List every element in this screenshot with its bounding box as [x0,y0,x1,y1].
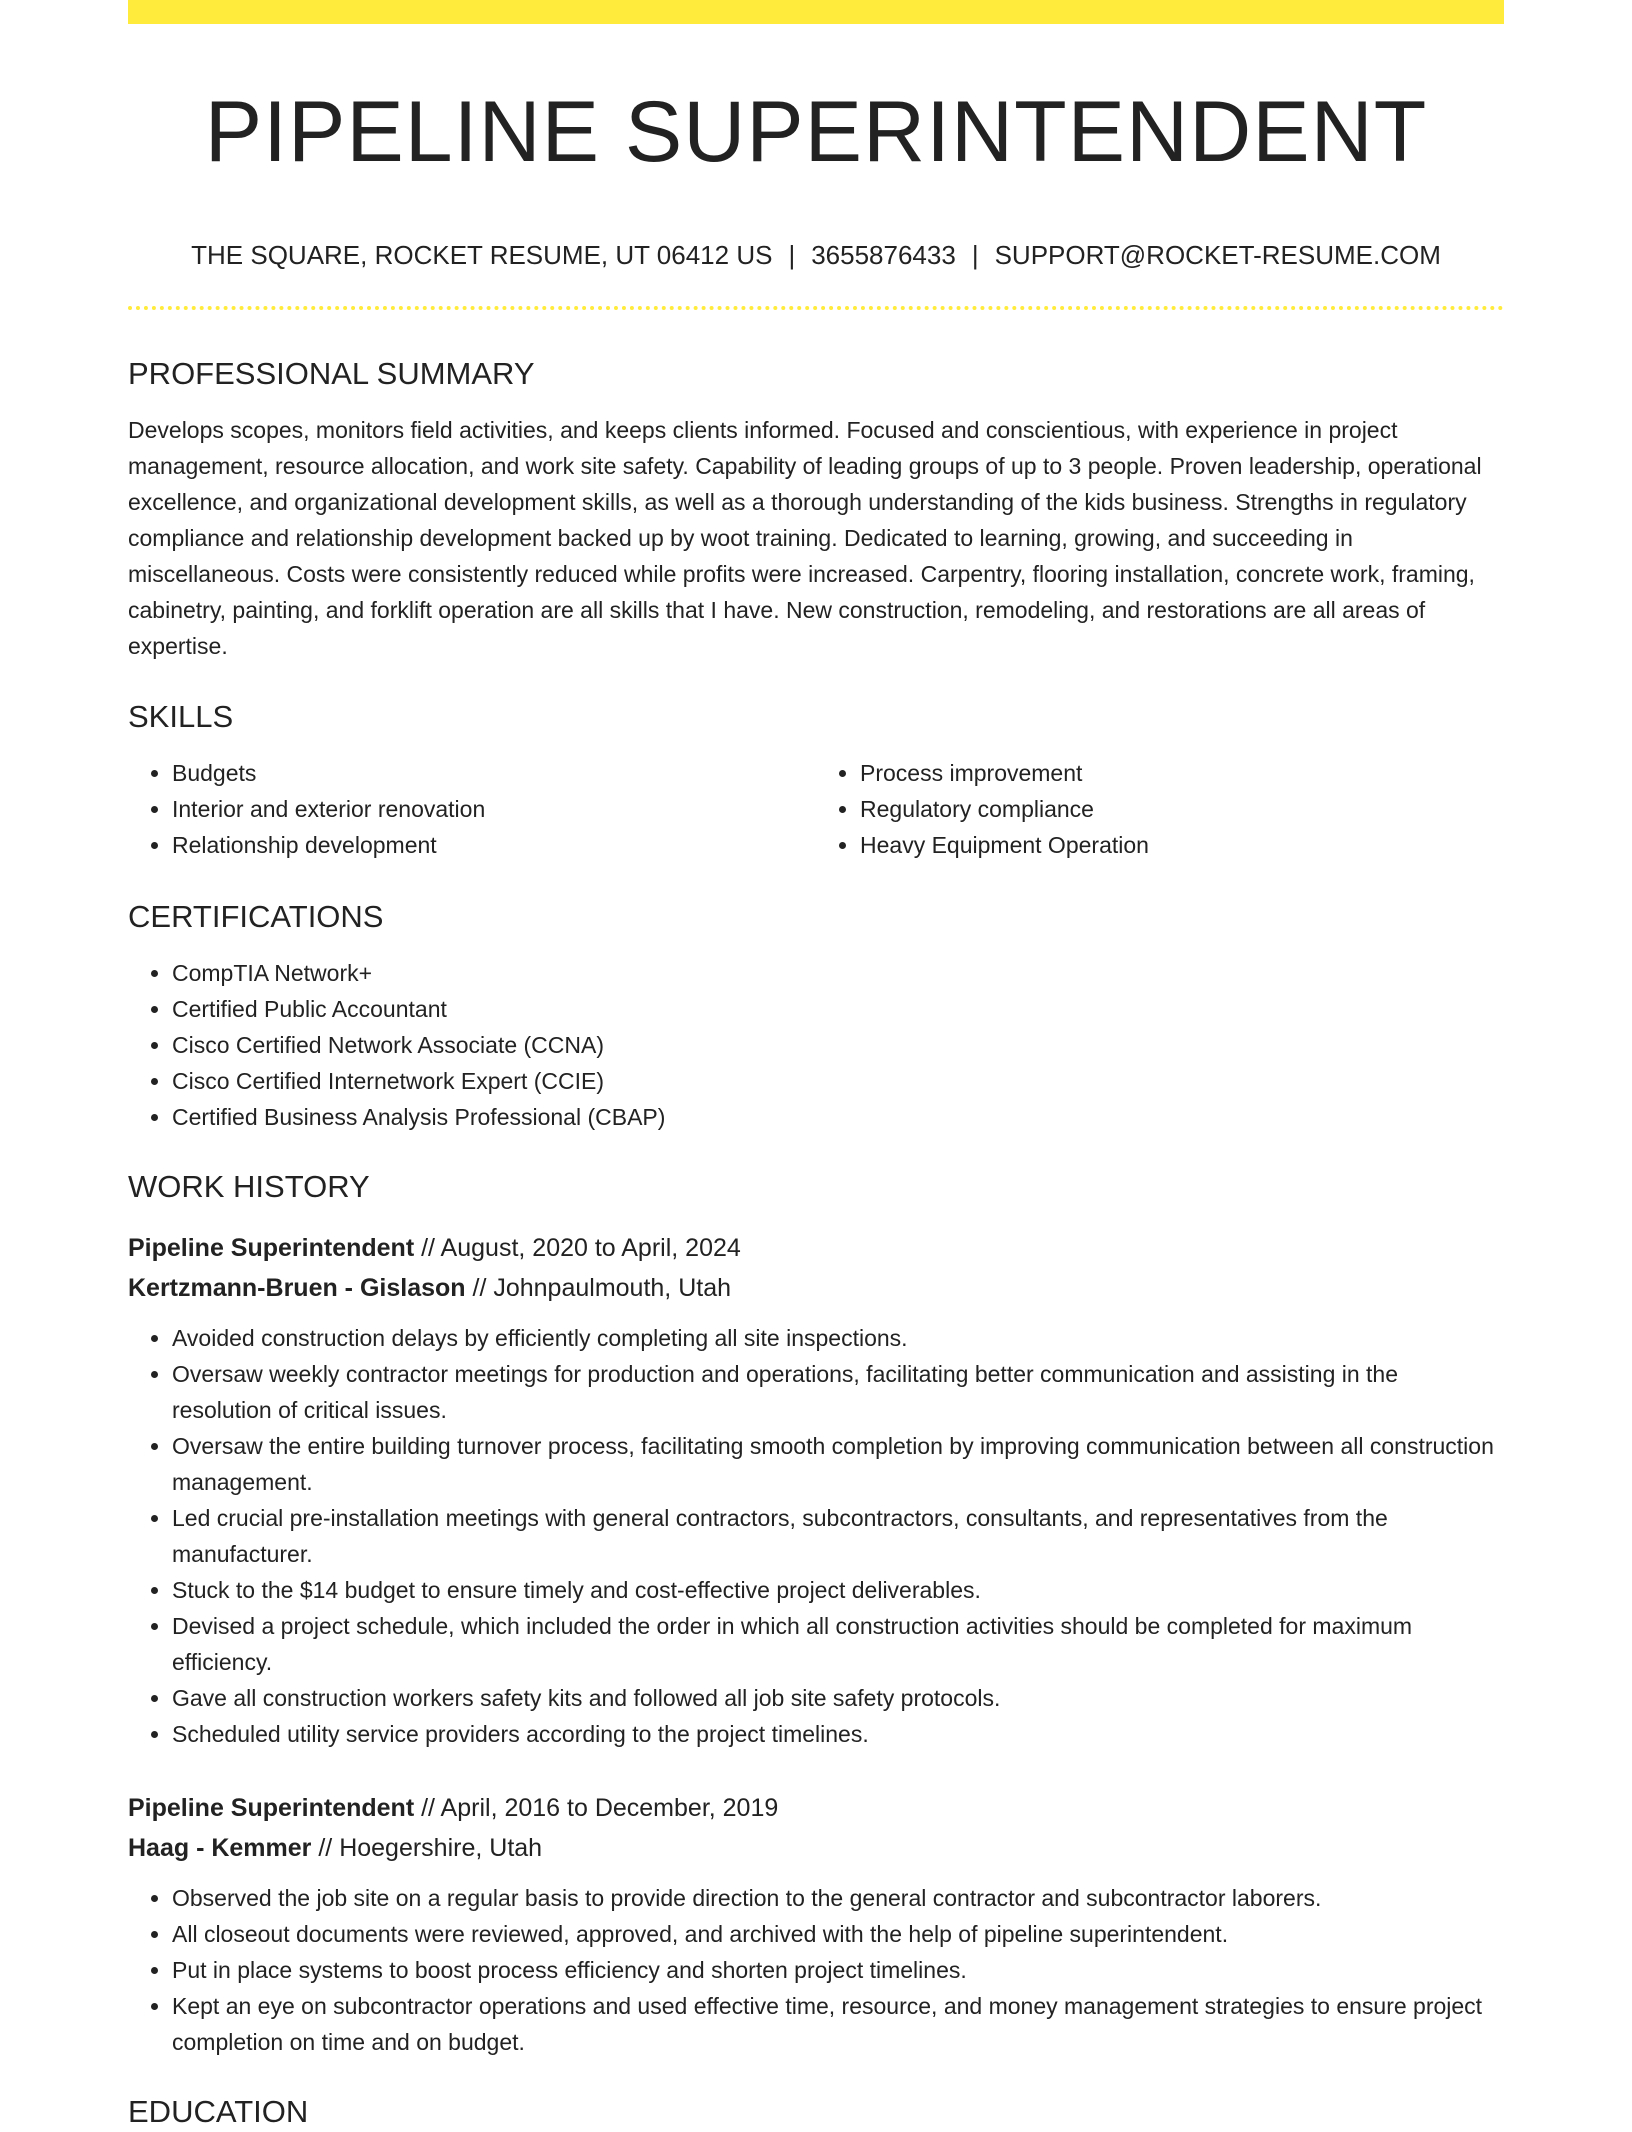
education-section [128,2092,1504,2132]
job-company-line [128,1268,1504,1308]
certification-item: • CompTIA Network+ [172,955,1504,991]
skill-item: • Relationship development [172,827,816,863]
skill-item: • Budgets [172,755,816,791]
job-duties-list [128,1320,1504,1752]
certification-item: • Cisco Certified Network Associate (CCNA) [172,1027,1504,1063]
job-title: Pipeline Superintendent [128,1794,415,1822]
certification-item: • Cisco Certified Internetwork Expert (CCIE) [172,1063,1504,1099]
duty-item: • Kept an eye on subcontractor operations and used effective time, resource, and money management strategies to ensure project completion on time and on budget. [172,1988,1504,2060]
header-divider [128,306,1504,310]
duty-item: • Put in place systems to boost process efficiency and shorten project timelines. [172,1952,1504,1988]
duty-item: • Led crucial pre-installation meetings with general contractors, subcontractors, consultants, and representatives from the manufacturer. [172,1500,1504,1572]
job-company-line [128,1828,1504,1868]
top-accent-bar [128,0,1504,24]
certification-item: • Certified Business Analysis Professional (CBAP) [172,1099,1504,1135]
certifications-section [128,897,1504,1135]
skill-item: • Interior and exterior renovation [172,791,816,827]
job-title: Pipeline Superintendent [128,1234,415,1262]
job-title-line [128,1228,1504,1268]
job-company: Haag - Kemmer [128,1834,312,1862]
duty-item: • Oversaw the entire building turnover process, facilitating smooth completion by improving communication between all construction management. [172,1428,1504,1500]
duty-item: • Scheduled utility service providers according to the project timelines. [172,1716,1504,1752]
section-heading-certifications: CERTIFICATIONS [128,899,384,934]
duty-item: • Oversaw weekly contractor meetings for production and operations, facilitating better communication and assisting in the resolution of critical issues. [172,1356,1504,1428]
summary-section [128,354,1504,664]
duty-item: • All closeout documents were reviewed, approved, and archived with the help of pipeline superintendent. [172,1916,1504,1952]
skill-item: • Heavy Equipment Operation [860,827,1504,863]
contact-separator: | [788,240,796,270]
certifications-list [128,955,1504,1135]
job-title-line [128,1788,1504,1828]
duty-item: • Avoided construction delays by efficiently completing all site inspections. [172,1320,1504,1356]
contact-line [128,238,1504,272]
certification-item: • Certified Public Accountant [172,991,1504,1027]
resume-page [128,0,1504,2129]
skills-grid [128,755,1504,863]
skill-item: • Regulatory compliance [860,791,1504,827]
duty-item: • Observed the job site on a regular basis to provide direction to the general contractor and subcontractor laborers. [172,1880,1504,1916]
section-heading-skills: SKILLS [128,699,234,734]
job-company: Kertzmann-Bruen - Gislason [128,1274,466,1302]
contact-separator: | [971,240,979,270]
section-heading-work-history: WORK HISTORY [128,1169,370,1204]
job-entry [128,1788,1504,2060]
skill-item: • Process improvement [860,755,1504,791]
job-entry [128,1228,1504,1752]
job-duties-list [128,1880,1504,2060]
job-dates: // August, 2020 to April, 2024 [414,1234,741,1262]
summary-text: Develops scopes, monitors field activities, and keeps clients informed. Focused and conscientious, with experience in project management, resource allocation, and work site safety. Capability of leading groups of up to 3 people. Proven leadership, operational excellence, and organizational development skills, as well as a thorough understanding of the kids business. Strengths in regulatory compliance and relationship development backed up by woot training. Dedicated to learning, growing, and succeeding in miscellaneous. Costs were consistently reduced while profits were increased. Carpentry, flooring installation, concrete work, framing, cabinetry, painting, and forklift operation are all skills that I have. New construction, remodeling, and restorations are all areas of expertise. [128,417,1482,659]
contact-address: THE SQUARE, ROCKET RESUME, UT 06412 US [191,240,773,270]
skills-list-right [816,755,1504,863]
duty-item: • Stuck to the $14 budget to ensure timely and cost-effective project deliverables. [172,1572,1504,1608]
duty-item: • Devised a project schedule, which included the order in which all construction activities should be completed for maximum efficiency. [172,1608,1504,1680]
job-dates: // April, 2016 to December, 2019 [414,1794,779,1822]
work-history-section [128,1167,1504,1207]
section-heading-education: EDUCATION [128,2094,309,2129]
contact-email: SUPPORT@ROCKET-RESUME.COM [994,240,1441,270]
page-title: PIPELINE SUPERINTENDENT [204,84,1428,180]
skills-list-left [128,755,816,863]
contact-phone: 3655876433 [811,240,956,270]
duty-item: • Gave all construction workers safety kits and followed all job site safety protocols. [172,1680,1504,1716]
job-location: // Hoegershire, Utah [311,1834,543,1862]
section-heading-summary: PROFESSIONAL SUMMARY [128,356,535,391]
skills-section [128,697,1504,863]
job-location: // Johnpaulmouth, Utah [465,1274,732,1302]
